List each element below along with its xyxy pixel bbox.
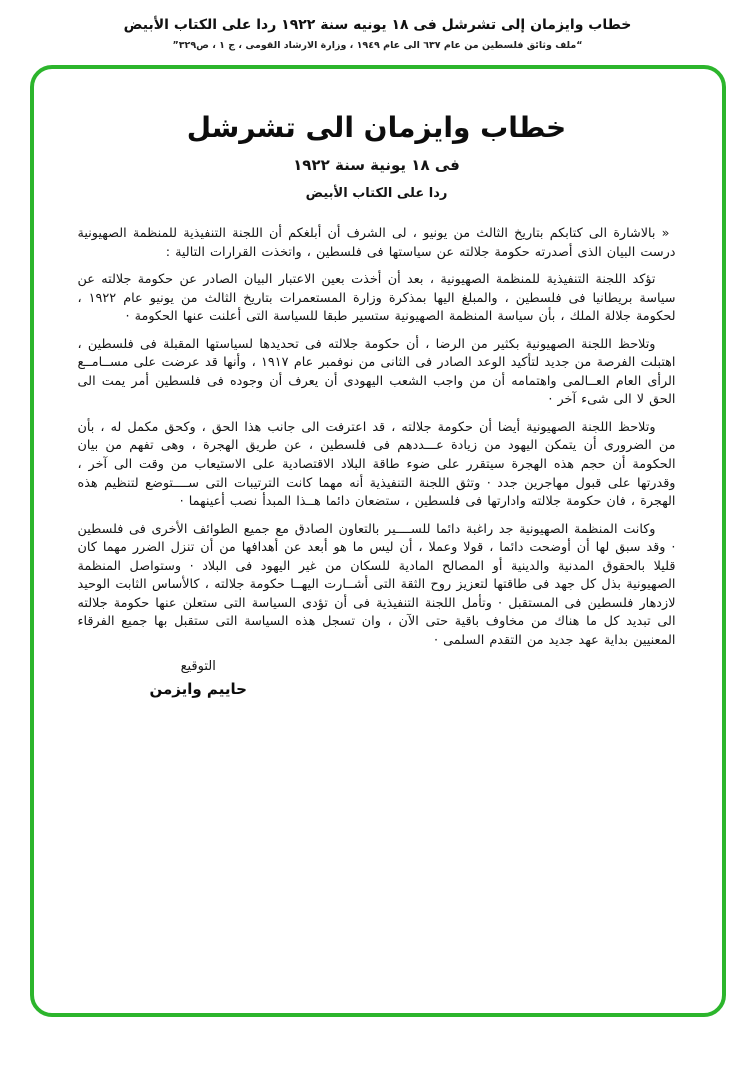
letter-paragraphs — [78, 225, 676, 650]
signature-block — [150, 659, 247, 698]
signature-area — [78, 659, 676, 698]
header-title: خطاب وايزمان إلى تشرشل فى ١٨ يونيه سنة ١٩٢٢ ردا على الكتاب الأبيض — [123, 17, 632, 33]
letter-title: خطاب وايزمان الى تشرشل — [186, 111, 567, 144]
paragraph-5: وكانت المنظمة الصهيونية جد راغبة دائما للســــير بالتعاون الصادق مع جميع الطوائف الأخرى فى فلسطين · وقد سبق لها أن أوضحت دائما ، قولا وعملا ، أن ليس ما هو أبعد عن أهدافها من أن تنزل الضرر مهما كان قليلا بالحقوق المدنية والدينية أو المصالح المادية للسكان من غير اليهود فى البلاد · وستواصل المنظمة الصهيونية بذل كل جهد فى طاقتها لتعزيز روح الثقة التى أشــارت اليهــا حكومة جلالته ، كالأساس الثابت الوحيد لازدهار فلسطين فى المستقبل · وتأمل اللجنة التنفيذية فى أن تؤدى السياسة التى ستعلن عنها حكومة جلالته الى تبديد كل ما هناك من مخاوف باقية حتى الآن ، وان تسجل هذه السياسة التى ستقبل بها جميع الفرقاء المعنيين بداية عهد جديد من التقدم السلمى · — [77, 521, 676, 648]
paragraph-1: « بالاشارة الى كتابكم بتاريخ الثالث من يونيو ، لى الشرف أن أبلغكم أن اللجنة التنفيذية للمنظمة الصهيونية درست البيان الذى أصدرته حكومة جلالته عن سياستها فى فلسطين ، واتخذت القرارات التالية : — [77, 226, 676, 260]
document-frame-border — [30, 65, 726, 1017]
paragraph-2: تؤكد اللجنة التنفيذية للمنظمة الصهيونية ، بعد أن أخذت بعين الاعتبار البيان الصادر عن حكومة جلالته عن سياسة بريطانيا فى فلسطين ، والمبلغ اليها بمذكرة وزارة المستعمرات بتاريخ الثالث من يونيو عام ١٩٢٢ ، لحكومة جلالة الملك ، بأن سياسة المنظمة الصهيونية ستسير طبقا للسياسة التى أعلنت عنها الحكومة · — [77, 272, 676, 325]
letter-reply-line: ردا على الكتاب الأبيض — [305, 186, 448, 201]
header-source-citation: “ملف وثائق فلسطين من عام ٦٣٧ الى عام ١٩٤٩ ، وزارة الارشاد القومى ، ج ١ ، ص٣٢٩” — [172, 40, 583, 51]
signature-name: حاييم وايزمن — [149, 680, 247, 699]
paragraph-4: وتلاحظ اللجنة الصهيونية أيضا أن حكومة جلالته ، قد اعترفت الى جانب هذا الحق ، وكحق مكمل له ، بأن من الضرورى أن يتمكن اليهود من زيادة عـــددهم فى فلسطين ، عن طريق الهجرة ، وهى تفهم من بيان الحكومة أن حجم هذه الهجرة سيتقرر على ضوء طاقة البلاد الاقتصادية على الاستيعاب من وقت الى آخر ، وقدرتها على قبول مهاجرين جدد · وتثق اللجنة التنفيذية أنه مهما كانت الترتيبات التى ســــتوضع لتنظيم هذه الهجرة ، فان حكومة جلالته وادارتها فى فلسطين ، ستضعان دائما هــذا المبدأ نصب أعينهما · — [77, 419, 676, 510]
paragraph-3: وتلاحظ اللجنة الصهيونية بكثير من الرضا ، أن حكومة جلالته فى تحديدها لسياستها المقبلة فى فلسطين ، اهتبلت الفرصة من جديد لتأكيد الوعد الصادر فى الثانى من نوفمبر عام ١٩١٧ ، وأنها قد عرضت على مســامــع الرأى العام العــالمى واهتمامه أن من واجب الشعب اليهودى أن يعرف أن وجوده فى فلسطين أمر يمت الى الحق لا الى شىء آخر · — [77, 336, 676, 408]
document-header — [0, 0, 755, 51]
signature-label: التوقيع — [180, 659, 216, 675]
letter-date-line: فى ١٨ يونية سنة ١٩٢٢ — [293, 156, 460, 174]
document-body — [34, 69, 722, 698]
